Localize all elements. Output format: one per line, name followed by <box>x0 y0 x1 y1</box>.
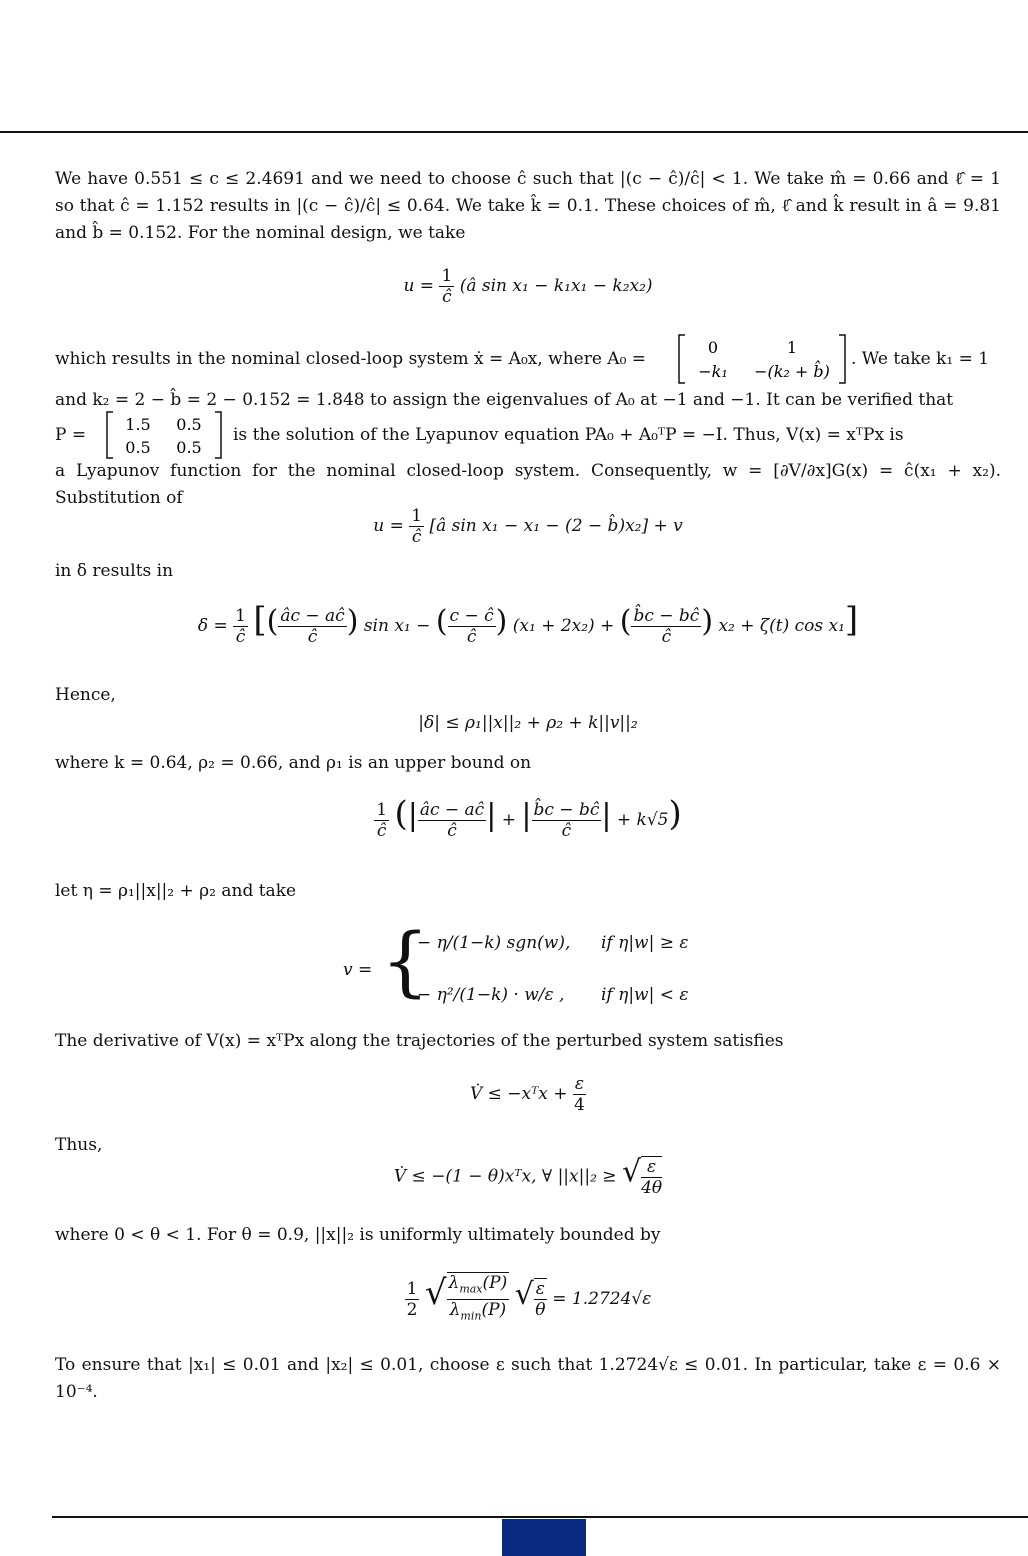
matrix-P-cell: 0.5 <box>125 438 151 457</box>
matrix-A0 <box>677 333 847 385</box>
matrix-A0-cell: −(k₂ + b̂) <box>754 362 830 381</box>
paragraph-4a: P = <box>55 425 87 445</box>
matrix-P-cell: 1.5 <box>125 415 151 434</box>
equation-rho1-bound: $\frac{1}{ĉ}$ (| $\frac{âc - aĉ}{ĉ}$ | + | $\frac{b̂c - bĉ}{ĉ}$ | + k√5) <box>376 794 682 841</box>
matrix-A0-cell: 1 <box>786 338 798 357</box>
paragraph-11: Thus, <box>55 1135 103 1155</box>
paragraph-13: To ensure that |x₁| ≤ 0.01 and |x₂| ≤ 0.01, choose ε such that 1.2724√ε ≤ 0.01. In particular, take ε = 0.6 × 10⁻⁴. <box>55 1355 1001 1402</box>
matrix-P <box>105 410 223 460</box>
matrix-P-cell: 0.5 <box>176 438 202 457</box>
equation-delta: δ = $\frac{1}{ĉ}$ [( $\frac{âc - aĉ}{ĉ}$ ) sin x₁ − ( $\frac{c - ĉ}{ĉ}$ ) (x₁ + 2x₂) + ( $\frac{b̂c - bĉ}{ĉ}$ ) x₂ + ζ(t) cos x₁] <box>197 600 859 647</box>
equation-ultimate-bound: $\frac{1}{2}$ √ $\frac{\lambda_{max}(P)}{\lambda_{min}(P)}$ √ $\frac{\varepsilon}{\theta}$ = 1.2724√ε <box>55 1272 1001 1327</box>
paragraph-2a: which results in the nominal closed-loop system ẋ = A₀x, where A₀ = <box>55 349 647 369</box>
equation-control-law-1: u = $\frac{1}{ĉ}$ (â sin x₁ − k₁x₁ − k₂x₂) <box>403 266 653 307</box>
equation-vdot-bound-1: V̇ ≤ −xᵀx + $\frac{\varepsilon}{4}$ <box>469 1074 585 1115</box>
paragraph-1: We have 0.551 ≤ c ≤ 2.4691 and we need to choose ĉ such that |(c − ĉ)/ĉ| < 1. We take m̂ = 0.66 and ℓ̂ = 1 so that ĉ = 1.152 results in |(c − ĉ)/ĉ| ≤ 0.64. We take k̂ = 0.1. These choices of m̂, ℓ̂ and k̂ result in â = 9.81 and b̂ = 0.152. For the nominal design, we take <box>55 169 1001 243</box>
paragraph-5: a Lyapunov function for the nominal closed-loop system. Consequently, w = [∂V/∂x]G(x) = ĉ(x₁ + x₂). Substitution of <box>55 461 1001 508</box>
paragraph-2b: . We take k₁ = 1 <box>851 349 990 369</box>
equation-vdot-bound-2: V̇ ≤ −(1 − θ)xᵀx, ∀ ||x||₂ ≥ √ $\frac{\varepsilon}{4\theta}$ <box>393 1154 663 1198</box>
paragraph-9: let η = ρ₁||x||₂ + ρ₂ and take <box>55 881 297 901</box>
matrix-A0-cell: 0 <box>707 338 719 357</box>
matrix-A0-cell: −k₁ <box>698 362 728 381</box>
bottom-rule <box>52 1516 1028 1518</box>
top-rule <box>0 131 1028 133</box>
paragraph-7: Hence, <box>55 685 116 705</box>
equation-control-law-2: u = $\frac{1}{ĉ}$ [â sin x₁ − x₁ − (2 − b̂)x₂] + v <box>373 506 683 547</box>
page-number-box <box>502 1519 586 1556</box>
paragraph-8: where k = 0.64, ρ₂ = 0.66, and ρ₁ is an upper bound on <box>55 753 532 773</box>
paragraph-6: in δ results in <box>55 561 174 581</box>
paragraph-12: where 0 < θ < 1. For θ = 0.9, ||x||₂ is uniformly ultimately bounded by <box>55 1225 661 1245</box>
paragraph-3: and k₂ = 2 − b̂ = 2 − 0.152 = 1.848 to assign the eigenvalues of A₀ at −1 and −1. It can be verified that <box>55 390 954 410</box>
equation-v-piecewise: v = { − η/(1−k) sgn(w), if η|w| ≥ ε − η²/(1−k) · w/ε , if η|w| < ε <box>343 916 689 1005</box>
paragraph-4b: is the solution of the Lyapunov equation PA₀ + A₀ᵀP = −I. Thus, V(x) = xᵀPx is <box>233 425 904 445</box>
equation-delta-bound: |δ| ≤ ρ₁||x||₂ + ρ₂ + k||v||₂ <box>418 713 638 733</box>
matrix-P-cell: 0.5 <box>176 415 202 434</box>
paragraph-10: The derivative of V(x) = xᵀPx along the trajectories of the perturbed system satisfies <box>55 1031 784 1051</box>
